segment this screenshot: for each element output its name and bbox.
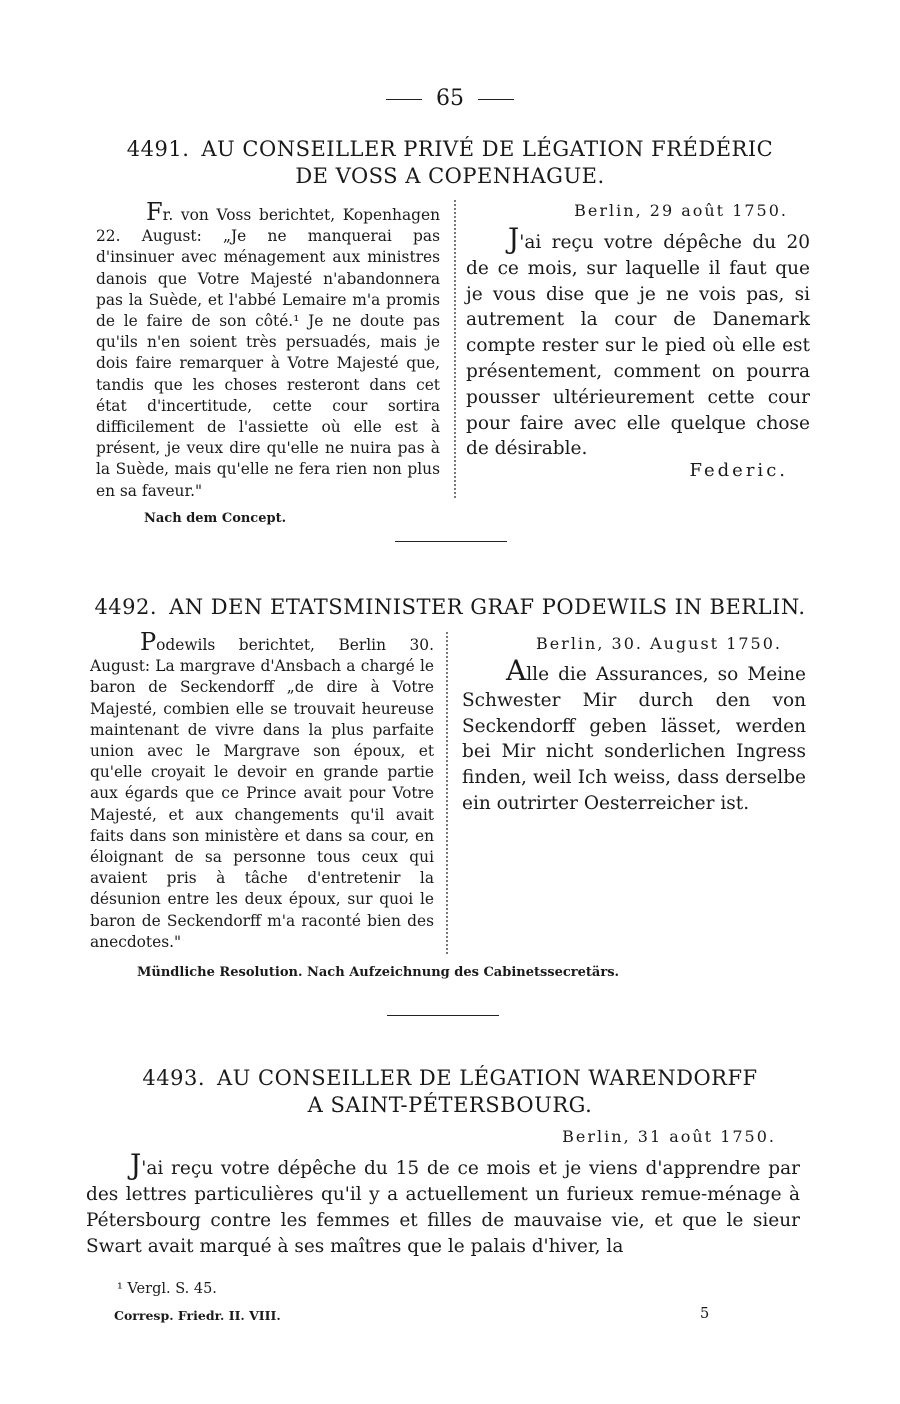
- letter-4492-report: [90, 628, 434, 953]
- letter-4491-number: 4491.: [126, 137, 190, 161]
- letter-4492-source-note: Mündliche Resolution. Nach Aufzeichnung des Cabinetssecretärs.: [137, 965, 620, 980]
- letter-4493-initial: J: [130, 1148, 142, 1181]
- letter-4492-reply-text: lle die Assurances, so Meine Schwester Mir durch den von Seckendorff geben lässet, werden bei Mir nicht sonderlichen Ingress finden, weil Ich weiss, dass derselbe ein outrirter Oesterreicher ist.: [462, 664, 806, 814]
- letter-4492-heading: [90, 594, 810, 621]
- section-divider: [395, 541, 507, 542]
- letter-4491-signature: Federic.: [689, 460, 788, 481]
- letter-4493-dateline: Berlin, 31 août 1750.: [562, 1127, 776, 1146]
- section-divider: [387, 1015, 499, 1016]
- letter-4492-title: AN DEN ETATSMINISTER GRAF PODEWILS IN BERLIN.: [169, 595, 806, 619]
- letter-4491-report-text: r. von Voss berichtet, Kopenhagen 22. August: „Je ne manquerai pas d'insinuer avec ménagement aux ministres danois que Votre Majesté n'abandonnera pas la Suède, et l'abbé Lemaire m'a promis de le faire de son côté.¹ Je ne doute pas qu'ils n'en soient très persuadés, mais je dois faire remarquer à Votre Majesté que, tandis que les choses resteront dans cet état d'incertitude, cette cour sortira difficilement de l'assiette où elle est à présent, je veux dire qu'elle ne nuira pas à la Suède, mais qu'elle ne fera rien non plus en sa faveur.": [96, 206, 440, 500]
- letter-4491-title-line2: DE VOSS A COPENHAGUE.: [295, 164, 605, 188]
- letter-4492-report-text: odewils berichtet, Berlin 30. August: La margrave d'Ansbach a chargé le baron de Seckendorff „de dire à Votre Majesté, combien elle se trouvait heureuse maintenant de vivre dans la plus parfaite union avec le Margrave son époux, et qu'elle croyait le devoir en grande partie aux égards que ce Prince avait pour Votre Majesté, et aux changements qu'il avait faits dans son ministère et dans sa cour, en éloignant de sa personne tous ceux qui avaient pris à tâche d'entretenir la désunion entre les deux époux, sur quoi le baron de Seckendorff m'a raconté bien des anecdotes.": [90, 636, 434, 951]
- letter-4493-number: 4493.: [142, 1066, 205, 1090]
- letter-4492-report-initial: P: [140, 628, 157, 656]
- page-number-dash-right: [478, 99, 514, 100]
- letter-4492-dateline: Berlin, 30. August 1750.: [535, 634, 782, 653]
- letter-4493-heading: [90, 1065, 810, 1119]
- footnote: ¹ Vergl. S. 45.: [117, 1281, 217, 1297]
- letter-4493-text: 'ai reçu votre dépêche du 15 de ce mois et je viens d'apprendre par des lettres particulières qu'il y a actuellement un furieux remue-ménage à Pétersbourg contre les femmes et filles de mauvaise vie, et que le sieur Swart avait marqué à ses maîtres que le palais d'hiver, la: [86, 1158, 800, 1257]
- letter-4492-number: 4492.: [94, 595, 158, 619]
- page-number-dash-left: [386, 99, 422, 100]
- letter-4491-heading: [90, 136, 810, 190]
- letter-4491-report-initial: F: [146, 198, 163, 226]
- letter-4491-report: [96, 198, 440, 502]
- letter-4491-dateline: Berlin, 29 août 1750.: [574, 201, 788, 220]
- letter-4491-reply-initial: J: [508, 222, 520, 255]
- letter-4491-title-line1: AU CONSEILLER PRIVÉ DE LÉGATION FRÉDÉRIC: [201, 137, 774, 161]
- letter-4491-reply-text: 'ai reçu votre dépêche du 20 de ce mois, sur laquelle il faut que je vous dise que je ne vois pas, si autrement la cour de Danemark compte rester sur le pied où elle est présentement, comment on pourra pousser ultérieurement cette cour pour faire avec elle quelque chose de désirable.: [466, 232, 810, 460]
- letter-4492-reply: [462, 654, 806, 817]
- letter-4491-column-separator: [454, 200, 456, 498]
- page-number: 65: [0, 86, 900, 111]
- letter-4491-source-note: Nach dem Concept.: [144, 511, 287, 526]
- letter-4493-body: [86, 1148, 800, 1260]
- letter-4492-column-separator: [446, 632, 448, 954]
- letter-4491-reply: [466, 222, 810, 462]
- letter-4493-title-line2: A SAINT-PÉTERSBOURG.: [307, 1093, 593, 1117]
- letter-4493-title-line1: AU CONSEILLER DE LÉGATION WARENDORFF: [217, 1066, 758, 1090]
- letter-4492-reply-initial: A: [506, 654, 527, 687]
- folio-number: 5: [700, 1306, 710, 1322]
- series-title: Corresp. Friedr. II. VIII.: [114, 1308, 281, 1323]
